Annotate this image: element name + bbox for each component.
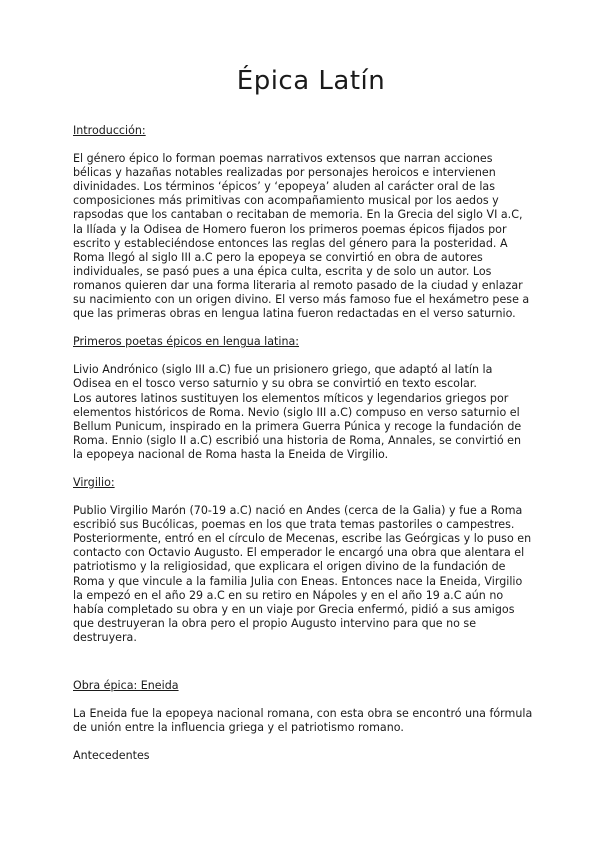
poets-paragraph-2: Los autores latinos sustituyen los elementos míticos y legendarios griegos por elementos históricos de Roma. Nevio (siglo III a.C) compuso en verso saturnio el Bellum Punicum, inspirado en la primera Guerra Púnica y recoge la fundación de Roma. Ennio (siglo II a.C) escribió una historia de Roma, Annales, se convirtió en la epopeya nacional de Roma hasta la Eneida de Virgilio. — [73, 391, 522, 461]
spacer — [73, 645, 533, 679]
antecedentes-subheading: Antecedentes — [73, 749, 150, 763]
spacer — [73, 462, 533, 476]
spacer — [73, 321, 533, 335]
virgil-paragraph: Publio Virgilio Marón (70-19 a.C) nació en Andes (cerca de la Galia) y fue a Roma escribió sus Bucólicas, poemas en los que trata temas pastoriles o campestres. Posteriormente, entró en el círculo de Mecenas, escribe las Geórgicas y lo puso en contacto con Octavio Augusto. El emperador le encargó una obra que alentara el patriotismo y la religiosidad, que explicara el origen divino de la fundación de Roma y que vincule a la familia Julia con Eneas. Entonces nace la Eneida, Virgilio la empezó en el año 29 a.C en su retiro en Nápoles y en el año 19 a.C aún no había completado su obra y en un viaje por Grecia enfermó, pidió a sus amigos que destruyeran la obra pero el propio Augusto intervino para que no se destruyera. — [73, 504, 532, 644]
aeneid-paragraph: La Eneida fue la epopeya nacional romana, con esta obra se encontró una fórmula de unión entre la influencia griega y el patriotismo romano. — [73, 707, 533, 735]
spacer — [73, 490, 533, 504]
intro-paragraph: El género épico lo forman poemas narrativos extensos que narran acciones bélicas y hazañas notables realizadas por personajes heroicos e intervienen divinidades. Los términos ‘épicos’ y ‘epopeya’ aluden al carácter oral de las composiciones más primitivas con acompañamiento musical por los aedos y rapsodas que los cantaban o recitaban de memoria. En la Grecia del siglo VI a.C, la Ilíada y la Odisea de Homero fueron los primeros poemas épicos fijados por escrito y estableciéndose entonces las reglas del género para la posteridad. A Roma llegó al siglo III a.C pero la epopeya se convirtió en obra de autores individuales, se pasó pues a una épica culta, escrita y de solo un autor. Los romanos quieren dar una forma literaria al remoto pasado de la ciudad y enlazar su nacimiento con un origen divino. El verso más famoso fue el hexámetro pese a que las primeras obras en lengua latina fueron redactadas en el verso saturnio. — [73, 152, 530, 321]
intro-heading: Introducción: — [73, 124, 146, 137]
spacer — [73, 735, 533, 749]
aeneid-heading: Obra épica: Eneida — [73, 679, 179, 692]
poets-heading: Primeros poetas épicos en lengua latina: — [73, 335, 300, 349]
spacer — [73, 693, 533, 707]
poets-paragraph-1: Livio Andrónico (siglo III a.C) fue un prisionero griego, que adaptó al latín la Odisea en el tosco verso saturnio y su obra se convirtió en texto escolar. — [73, 363, 493, 391]
virgil-heading: Virgilio: — [73, 475, 115, 489]
spacer — [73, 138, 533, 152]
document-body — [73, 124, 533, 763]
document-title: Épica Latín — [236, 66, 386, 96]
spacer — [73, 349, 533, 363]
